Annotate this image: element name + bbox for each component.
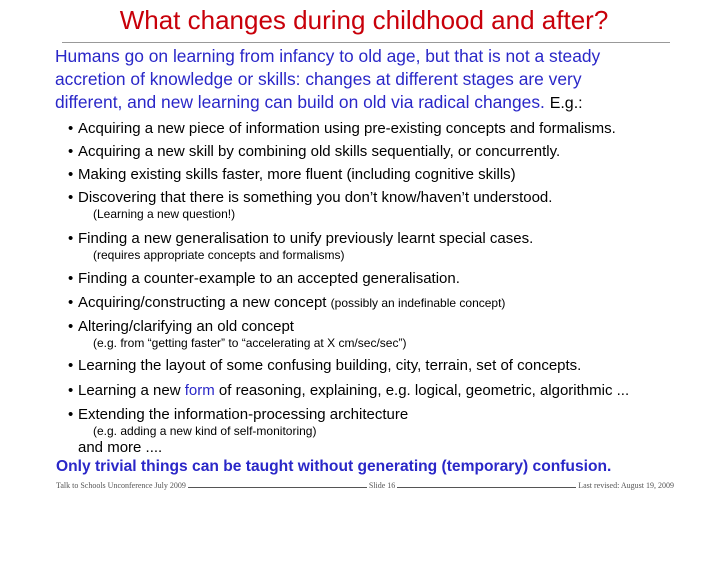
bullet-dot-icon: • — [68, 382, 74, 399]
bullet-text-pre: Learning a new — [78, 382, 181, 399]
bullet-highlight-form: form — [184, 382, 215, 399]
bullet-item — [68, 230, 533, 248]
bullet-text: Finding a counter-example to an accepted generalisation. — [78, 270, 460, 287]
bullet-dot-icon: • — [68, 189, 74, 206]
footer-rule-left — [188, 481, 367, 488]
bullet-item — [68, 318, 294, 336]
slide-title: What changes during childhood and after? — [119, 5, 609, 35]
bullet-text: Finding a new generalisation to unify previously learnt special cases. — [78, 230, 534, 247]
bullet-dot-icon: • — [68, 294, 74, 311]
bullet-dot-icon: • — [68, 270, 74, 287]
bullet-inline-note: (possibly an indefinable concept) — [330, 296, 506, 310]
and-more-text: and more .... — [78, 439, 163, 456]
intro-line-2: accretion of knowledge or skills: changes at different stages are very — [55, 69, 582, 89]
bullet-text: Acquiring a new skill by combining old skills sequentially, or concurrently. — [78, 143, 561, 160]
bullet-text: Altering/clarifying an old concept — [78, 318, 294, 335]
bullet-subnote: (Learning a new question!) — [93, 207, 236, 221]
bullet-item — [68, 120, 616, 138]
footer-slide-number: Slide 16 — [368, 481, 396, 490]
bullet-dot-icon: • — [68, 120, 74, 137]
bullet-dot-icon: • — [68, 230, 74, 247]
conclusion-text: Only trivial things can be taught without generating (temporary) confusion. — [56, 458, 612, 475]
intro-line-1: Humans go on learning from infancy to old age, but that is not a steady — [55, 46, 601, 66]
bullet-text: Acquiring a new piece of information using pre-existing concepts and formalisms. — [78, 120, 616, 137]
bullet-item — [68, 166, 516, 184]
footer-last-revised: Last revised: August 19, 2009 — [578, 481, 674, 490]
intro-paragraph — [55, 45, 725, 115]
intro-line-3-text: different, and new learning can build on old via radical changes. — [55, 92, 545, 112]
footer-left: Talk to Schools Unconference July 2009 — [56, 481, 186, 490]
footer — [56, 481, 674, 490]
bullet-item — [68, 294, 505, 312]
bullet-dot-icon: • — [68, 357, 74, 374]
bullet-item — [68, 406, 408, 424]
bullet-dot-icon: • — [68, 318, 74, 335]
bullet-text: Acquiring/constructing a new concept — [78, 294, 327, 311]
bullet-text: Extending the information-processing architecture — [78, 406, 409, 423]
bullet-text: Learning the layout of some confusing building, city, terrain, set of concepts. — [78, 357, 582, 374]
bullet-item — [68, 382, 629, 400]
bullet-item — [68, 143, 560, 161]
bullet-subnote: (requires appropriate concepts and formalisms) — [93, 248, 345, 262]
title-divider — [62, 42, 670, 43]
intro-eg: E.g.: — [549, 95, 583, 112]
bullet-text-post: of reasoning, explaining, e.g. logical, geometric, algorithmic ... — [218, 382, 630, 399]
bullet-text: Discovering that there is something you don’t know/haven’t understood. — [78, 189, 553, 206]
bullet-text: Making existing skills faster, more fluent (including cognitive skills) — [78, 166, 516, 183]
bullet-item — [68, 270, 460, 288]
bullet-dot-icon: • — [68, 143, 74, 160]
intro-line-3 — [55, 91, 725, 115]
bullet-subnote: (e.g. adding a new kind of self-monitoring) — [93, 424, 317, 438]
bullet-dot-icon: • — [68, 166, 74, 183]
bullet-dot-icon: • — [68, 406, 74, 423]
bullet-item — [68, 357, 581, 375]
bullet-subnote: (e.g. from “getting faster” to “accelerating at X cm/sec/sec”) — [93, 336, 407, 350]
footer-rule-right — [397, 481, 576, 488]
bullet-item — [68, 189, 552, 207]
